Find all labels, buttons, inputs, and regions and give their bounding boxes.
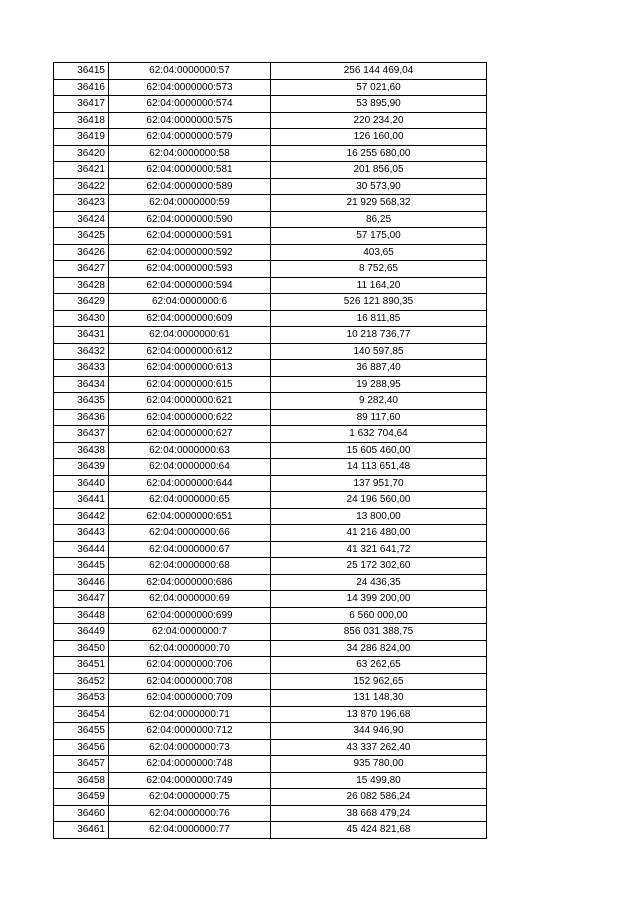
cadastral-number-cell: 62:04:0000000:64 (109, 459, 271, 476)
value-cell: 45 424 821,68 (271, 822, 487, 839)
row-number-cell: 36427 (54, 261, 109, 278)
cadastral-number-cell: 62:04:0000000:70 (109, 640, 271, 657)
row-number-cell: 36418 (54, 112, 109, 129)
table-row (54, 112, 487, 129)
cadastral-number-cell: 62:04:0000000:749 (109, 772, 271, 789)
table-row (54, 145, 487, 162)
cadastral-number-cell: 62:04:0000000:622 (109, 409, 271, 426)
cadastral-number-cell: 62:04:0000000:77 (109, 822, 271, 839)
table-row (54, 261, 487, 278)
row-number-cell: 36450 (54, 640, 109, 657)
value-cell: 8 752,65 (271, 261, 487, 278)
table-row (54, 211, 487, 228)
value-cell: 6 560 000,00 (271, 607, 487, 624)
cadastral-number-cell: 62:04:0000000:66 (109, 525, 271, 542)
row-number-cell: 36432 (54, 343, 109, 360)
table-row (54, 228, 487, 245)
table-row (54, 508, 487, 525)
value-cell: 41 321 641,72 (271, 541, 487, 558)
value-cell: 856 031 388,75 (271, 624, 487, 641)
cadastral-number-cell: 62:04:0000000:706 (109, 657, 271, 674)
value-cell: 24 436,35 (271, 574, 487, 591)
row-number-cell: 36434 (54, 376, 109, 393)
table-row (54, 442, 487, 459)
row-number-cell: 36416 (54, 79, 109, 96)
table-row (54, 294, 487, 311)
cadastral-number-cell: 62:04:0000000:709 (109, 690, 271, 707)
cadastral-number-cell: 62:04:0000000:748 (109, 756, 271, 773)
cadastral-number-cell: 62:04:0000000:589 (109, 178, 271, 195)
value-cell: 34 286 824,00 (271, 640, 487, 657)
table-row (54, 624, 487, 641)
row-number-cell: 36444 (54, 541, 109, 558)
value-cell: 10 218 736,77 (271, 327, 487, 344)
value-cell: 89 117,60 (271, 409, 487, 426)
cadastral-number-cell: 62:04:0000000:73 (109, 739, 271, 756)
table-row (54, 178, 487, 195)
cadastral-number-cell: 62:04:0000000:590 (109, 211, 271, 228)
value-cell: 140 597,85 (271, 343, 487, 360)
value-cell: 16 811,85 (271, 310, 487, 327)
value-cell: 86,25 (271, 211, 487, 228)
value-cell: 152 962,65 (271, 673, 487, 690)
cadastral-number-cell: 62:04:0000000:59 (109, 195, 271, 212)
cadastral-number-cell: 62:04:0000000:65 (109, 492, 271, 509)
cadastral-number-cell: 62:04:0000000:613 (109, 360, 271, 377)
table-row (54, 673, 487, 690)
row-number-cell: 36430 (54, 310, 109, 327)
value-cell: 16 255 680,00 (271, 145, 487, 162)
cadastral-number-cell: 62:04:0000000:63 (109, 442, 271, 459)
cadastral-number-cell: 62:04:0000000:708 (109, 673, 271, 690)
row-number-cell: 36433 (54, 360, 109, 377)
table-row (54, 574, 487, 591)
row-number-cell: 36456 (54, 739, 109, 756)
value-cell: 15 605 460,00 (271, 442, 487, 459)
value-cell: 43 337 262,40 (271, 739, 487, 756)
table-row (54, 376, 487, 393)
row-number-cell: 36457 (54, 756, 109, 773)
value-cell: 1 632 704,64 (271, 426, 487, 443)
row-number-cell: 36459 (54, 789, 109, 806)
row-number-cell: 36438 (54, 442, 109, 459)
row-number-cell: 36451 (54, 657, 109, 674)
cadastral-number-cell: 62:04:0000000:574 (109, 96, 271, 113)
value-cell: 26 082 586,24 (271, 789, 487, 806)
row-number-cell: 36458 (54, 772, 109, 789)
row-number-cell: 36424 (54, 211, 109, 228)
row-number-cell: 36421 (54, 162, 109, 179)
row-number-cell: 36452 (54, 673, 109, 690)
table-row (54, 409, 487, 426)
row-number-cell: 36448 (54, 607, 109, 624)
row-number-cell: 36429 (54, 294, 109, 311)
value-cell: 57 021,60 (271, 79, 487, 96)
row-number-cell: 36447 (54, 591, 109, 608)
value-cell: 13 800,00 (271, 508, 487, 525)
row-number-cell: 36435 (54, 393, 109, 410)
value-cell: 13 870 196,68 (271, 706, 487, 723)
value-cell: 14 399 200,00 (271, 591, 487, 608)
row-number-cell: 36446 (54, 574, 109, 591)
cadastral-number-cell: 62:04:0000000:592 (109, 244, 271, 261)
value-cell: 38 668 479,24 (271, 805, 487, 822)
table-row (54, 640, 487, 657)
row-number-cell: 36440 (54, 475, 109, 492)
row-number-cell: 36422 (54, 178, 109, 195)
cadastral-number-cell: 62:04:0000000:76 (109, 805, 271, 822)
value-cell: 15 499,80 (271, 772, 487, 789)
row-number-cell: 36428 (54, 277, 109, 294)
table-row (54, 690, 487, 707)
value-cell: 41 216 480,00 (271, 525, 487, 542)
cadastral-value-table (53, 62, 487, 839)
value-cell: 935 780,00 (271, 756, 487, 773)
cadastral-number-cell: 62:04:0000000:651 (109, 508, 271, 525)
row-number-cell: 36426 (54, 244, 109, 261)
value-cell: 9 282,40 (271, 393, 487, 410)
row-number-cell: 36442 (54, 508, 109, 525)
value-cell: 526 121 890,35 (271, 294, 487, 311)
row-number-cell: 36439 (54, 459, 109, 476)
value-cell: 201 856,05 (271, 162, 487, 179)
value-cell: 19 288,95 (271, 376, 487, 393)
table-row (54, 277, 487, 294)
cadastral-number-cell: 62:04:0000000:71 (109, 706, 271, 723)
table-row (54, 310, 487, 327)
table-row (54, 492, 487, 509)
table-row (54, 591, 487, 608)
table-row (54, 360, 487, 377)
cadastral-number-cell: 62:04:0000000:593 (109, 261, 271, 278)
table-body (54, 63, 487, 839)
cadastral-number-cell: 62:04:0000000:68 (109, 558, 271, 575)
row-number-cell: 36454 (54, 706, 109, 723)
cadastral-number-cell: 62:04:0000000:61 (109, 327, 271, 344)
cadastral-number-cell: 62:04:0000000:579 (109, 129, 271, 146)
row-number-cell: 36455 (54, 723, 109, 740)
row-number-cell: 36449 (54, 624, 109, 641)
table-row (54, 558, 487, 575)
table-row (54, 772, 487, 789)
cadastral-number-cell: 62:04:0000000:7 (109, 624, 271, 641)
cadastral-number-cell: 62:04:0000000:627 (109, 426, 271, 443)
value-cell: 57 175,00 (271, 228, 487, 245)
value-cell: 137 951,70 (271, 475, 487, 492)
cadastral-number-cell: 62:04:0000000:575 (109, 112, 271, 129)
table-row (54, 657, 487, 674)
table-row (54, 244, 487, 261)
cadastral-number-cell: 62:04:0000000:67 (109, 541, 271, 558)
value-cell: 25 172 302,60 (271, 558, 487, 575)
table-row (54, 475, 487, 492)
table-row (54, 541, 487, 558)
row-number-cell: 36425 (54, 228, 109, 245)
row-number-cell: 36423 (54, 195, 109, 212)
row-number-cell: 36436 (54, 409, 109, 426)
cadastral-number-cell: 62:04:0000000:591 (109, 228, 271, 245)
cadastral-number-cell: 62:04:0000000:621 (109, 393, 271, 410)
row-number-cell: 36437 (54, 426, 109, 443)
table-row (54, 162, 487, 179)
table-row (54, 195, 487, 212)
value-cell: 21 929 568,32 (271, 195, 487, 212)
row-number-cell: 36441 (54, 492, 109, 509)
table-row (54, 789, 487, 806)
cadastral-number-cell: 62:04:0000000:594 (109, 277, 271, 294)
value-cell: 256 144 469,04 (271, 63, 487, 80)
cadastral-number-cell: 62:04:0000000:6 (109, 294, 271, 311)
value-cell: 53 895,90 (271, 96, 487, 113)
value-cell: 30 573,90 (271, 178, 487, 195)
table-row (54, 739, 487, 756)
table-row (54, 756, 487, 773)
value-cell: 36 887,40 (271, 360, 487, 377)
cadastral-number-cell: 62:04:0000000:609 (109, 310, 271, 327)
table-row (54, 63, 487, 80)
cadastral-number-cell: 62:04:0000000:712 (109, 723, 271, 740)
table-row (54, 525, 487, 542)
cadastral-number-cell: 62:04:0000000:581 (109, 162, 271, 179)
row-number-cell: 36443 (54, 525, 109, 542)
table-row (54, 607, 487, 624)
row-number-cell: 36445 (54, 558, 109, 575)
cadastral-number-cell: 62:04:0000000:612 (109, 343, 271, 360)
value-cell: 24 196 560,00 (271, 492, 487, 509)
row-number-cell: 36431 (54, 327, 109, 344)
value-cell: 63 262,65 (271, 657, 487, 674)
table-row (54, 706, 487, 723)
table-row (54, 426, 487, 443)
table-row (54, 805, 487, 822)
cadastral-number-cell: 62:04:0000000:69 (109, 591, 271, 608)
value-cell: 11 164,20 (271, 277, 487, 294)
cadastral-number-cell: 62:04:0000000:644 (109, 475, 271, 492)
value-cell: 14 113 651,48 (271, 459, 487, 476)
table-row (54, 343, 487, 360)
table-row (54, 723, 487, 740)
cadastral-number-cell: 62:04:0000000:686 (109, 574, 271, 591)
row-number-cell: 36453 (54, 690, 109, 707)
value-cell: 220 234,20 (271, 112, 487, 129)
cadastral-number-cell: 62:04:0000000:573 (109, 79, 271, 96)
row-number-cell: 36461 (54, 822, 109, 839)
cadastral-number-cell: 62:04:0000000:615 (109, 376, 271, 393)
table-row (54, 79, 487, 96)
cadastral-number-cell: 62:04:0000000:57 (109, 63, 271, 80)
value-cell: 131 148,30 (271, 690, 487, 707)
cadastral-number-cell: 62:04:0000000:699 (109, 607, 271, 624)
value-cell: 126 160,00 (271, 129, 487, 146)
value-cell: 403,65 (271, 244, 487, 261)
value-cell: 344 946,90 (271, 723, 487, 740)
table-row (54, 822, 487, 839)
table-row (54, 327, 487, 344)
cadastral-number-cell: 62:04:0000000:58 (109, 145, 271, 162)
table-row (54, 393, 487, 410)
cadastral-number-cell: 62:04:0000000:75 (109, 789, 271, 806)
table-row (54, 459, 487, 476)
row-number-cell: 36460 (54, 805, 109, 822)
row-number-cell: 36417 (54, 96, 109, 113)
row-number-cell: 36420 (54, 145, 109, 162)
table-row (54, 96, 487, 113)
row-number-cell: 36415 (54, 63, 109, 80)
row-number-cell: 36419 (54, 129, 109, 146)
table-row (54, 129, 487, 146)
